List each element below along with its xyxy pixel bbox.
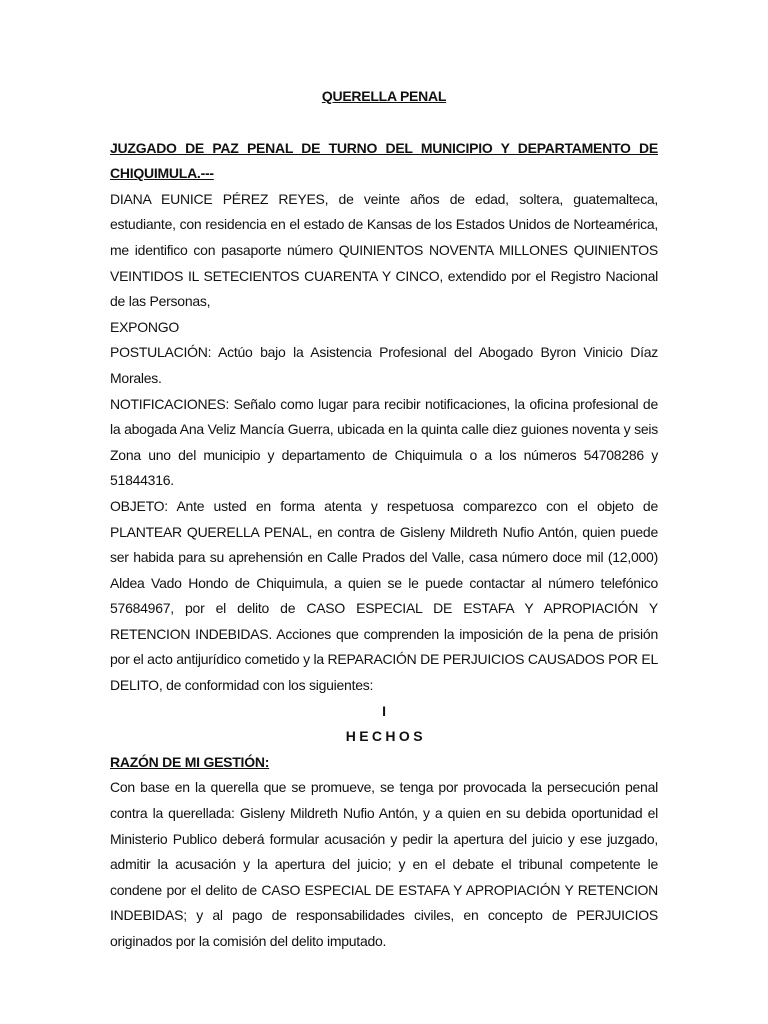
court-heading: JUZGADO DE PAZ PENAL DE TURNO DEL MUNICIPIO Y DEPARTAMENTO DE CHIQUIMULA.--- — [110, 139, 658, 182]
document-body — [110, 84, 658, 955]
objeto-paragraph: OBJETO: Ante usted en forma atenta y respetuosa comparezco con el objeto de PLANTEAR QUERELLA PENAL, en contra de Gisleny Mildreth Nufio Antón, quien puede ser habida para su aprehensión en Calle Prados del Valle, casa número doce mil (12,000) Aldea Vado Hondo de Chiquimula, a quien se le puede contactar al número telefónico 57684967, por el delito de CASO ESPECIAL DE ESTAFA Y APROPIACIÓN Y RETENCION INDEBIDAS. Acciones que comprenden la imposición de la pena de prisión por el acto antijurídico cometido y la REPARACIÓN DE PERJUICIOS CAUSADOS POR EL DELITO, de conformidad con los siguientes: — [110, 497, 658, 694]
postulacion-paragraph: POSTULACIÓN: Actúo bajo la Asistencia Profesional del Abogado Byron Vinicio Díaz Morales. — [110, 344, 658, 386]
expongo-line: EXPONGO — [110, 318, 180, 335]
section-numeral: I — [382, 702, 386, 719]
section-title: H E C H O S — [345, 728, 423, 745]
razon-paragraph: Con base en la querella que se promueve, se tenga por provocada la persecución penal contra la querellada: Gisleny Mildreth Nufio Antón, y a quien en su debida oportunidad el Ministerio Publico deberá formular acusación y pedir la apertura del juicio y ese juzgado, admitir la acusación y la apertura del juicio; y en el debate el tribunal competente le condene por el delito de CASO ESPECIAL DE ESTAFA Y APROPIACIÓN Y RETENCION INDEBIDAS; y al pago de responsabilidades civiles, en concepto de PERJUICIOS originados por la comisión del delito imputado. — [110, 779, 658, 949]
intro-paragraph: DIANA EUNICE PÉREZ REYES, de veinte años de edad, soltera, guatemalteca, estudiante, con residencia en el estado de Kansas de los Estados Unidos de Norteamérica, me identifico con pasaporte número QUINIENTOS NOVENTA MILLONES QUINIENTOS VEINTIDOS IL SETECIENTOS CUARENTA Y CINCO, extendido por el Registro Nacional de las Personas, — [110, 190, 658, 310]
notificaciones-paragraph: NOTIFICACIONES: Señalo como lugar para recibir notificaciones, la oficina profesional de la abogada Ana Veliz Mancía Guerra, ubicada en la quinta calle diez guiones noventa y seis Zona uno del municipio y departamento de Chiquimula o a los números 54708286 y 51844316. — [110, 395, 658, 489]
document-title: QUERELLA PENAL — [321, 88, 447, 104]
razon-subheading: RAZÓN DE MI GESTIÓN: — [110, 753, 270, 770]
